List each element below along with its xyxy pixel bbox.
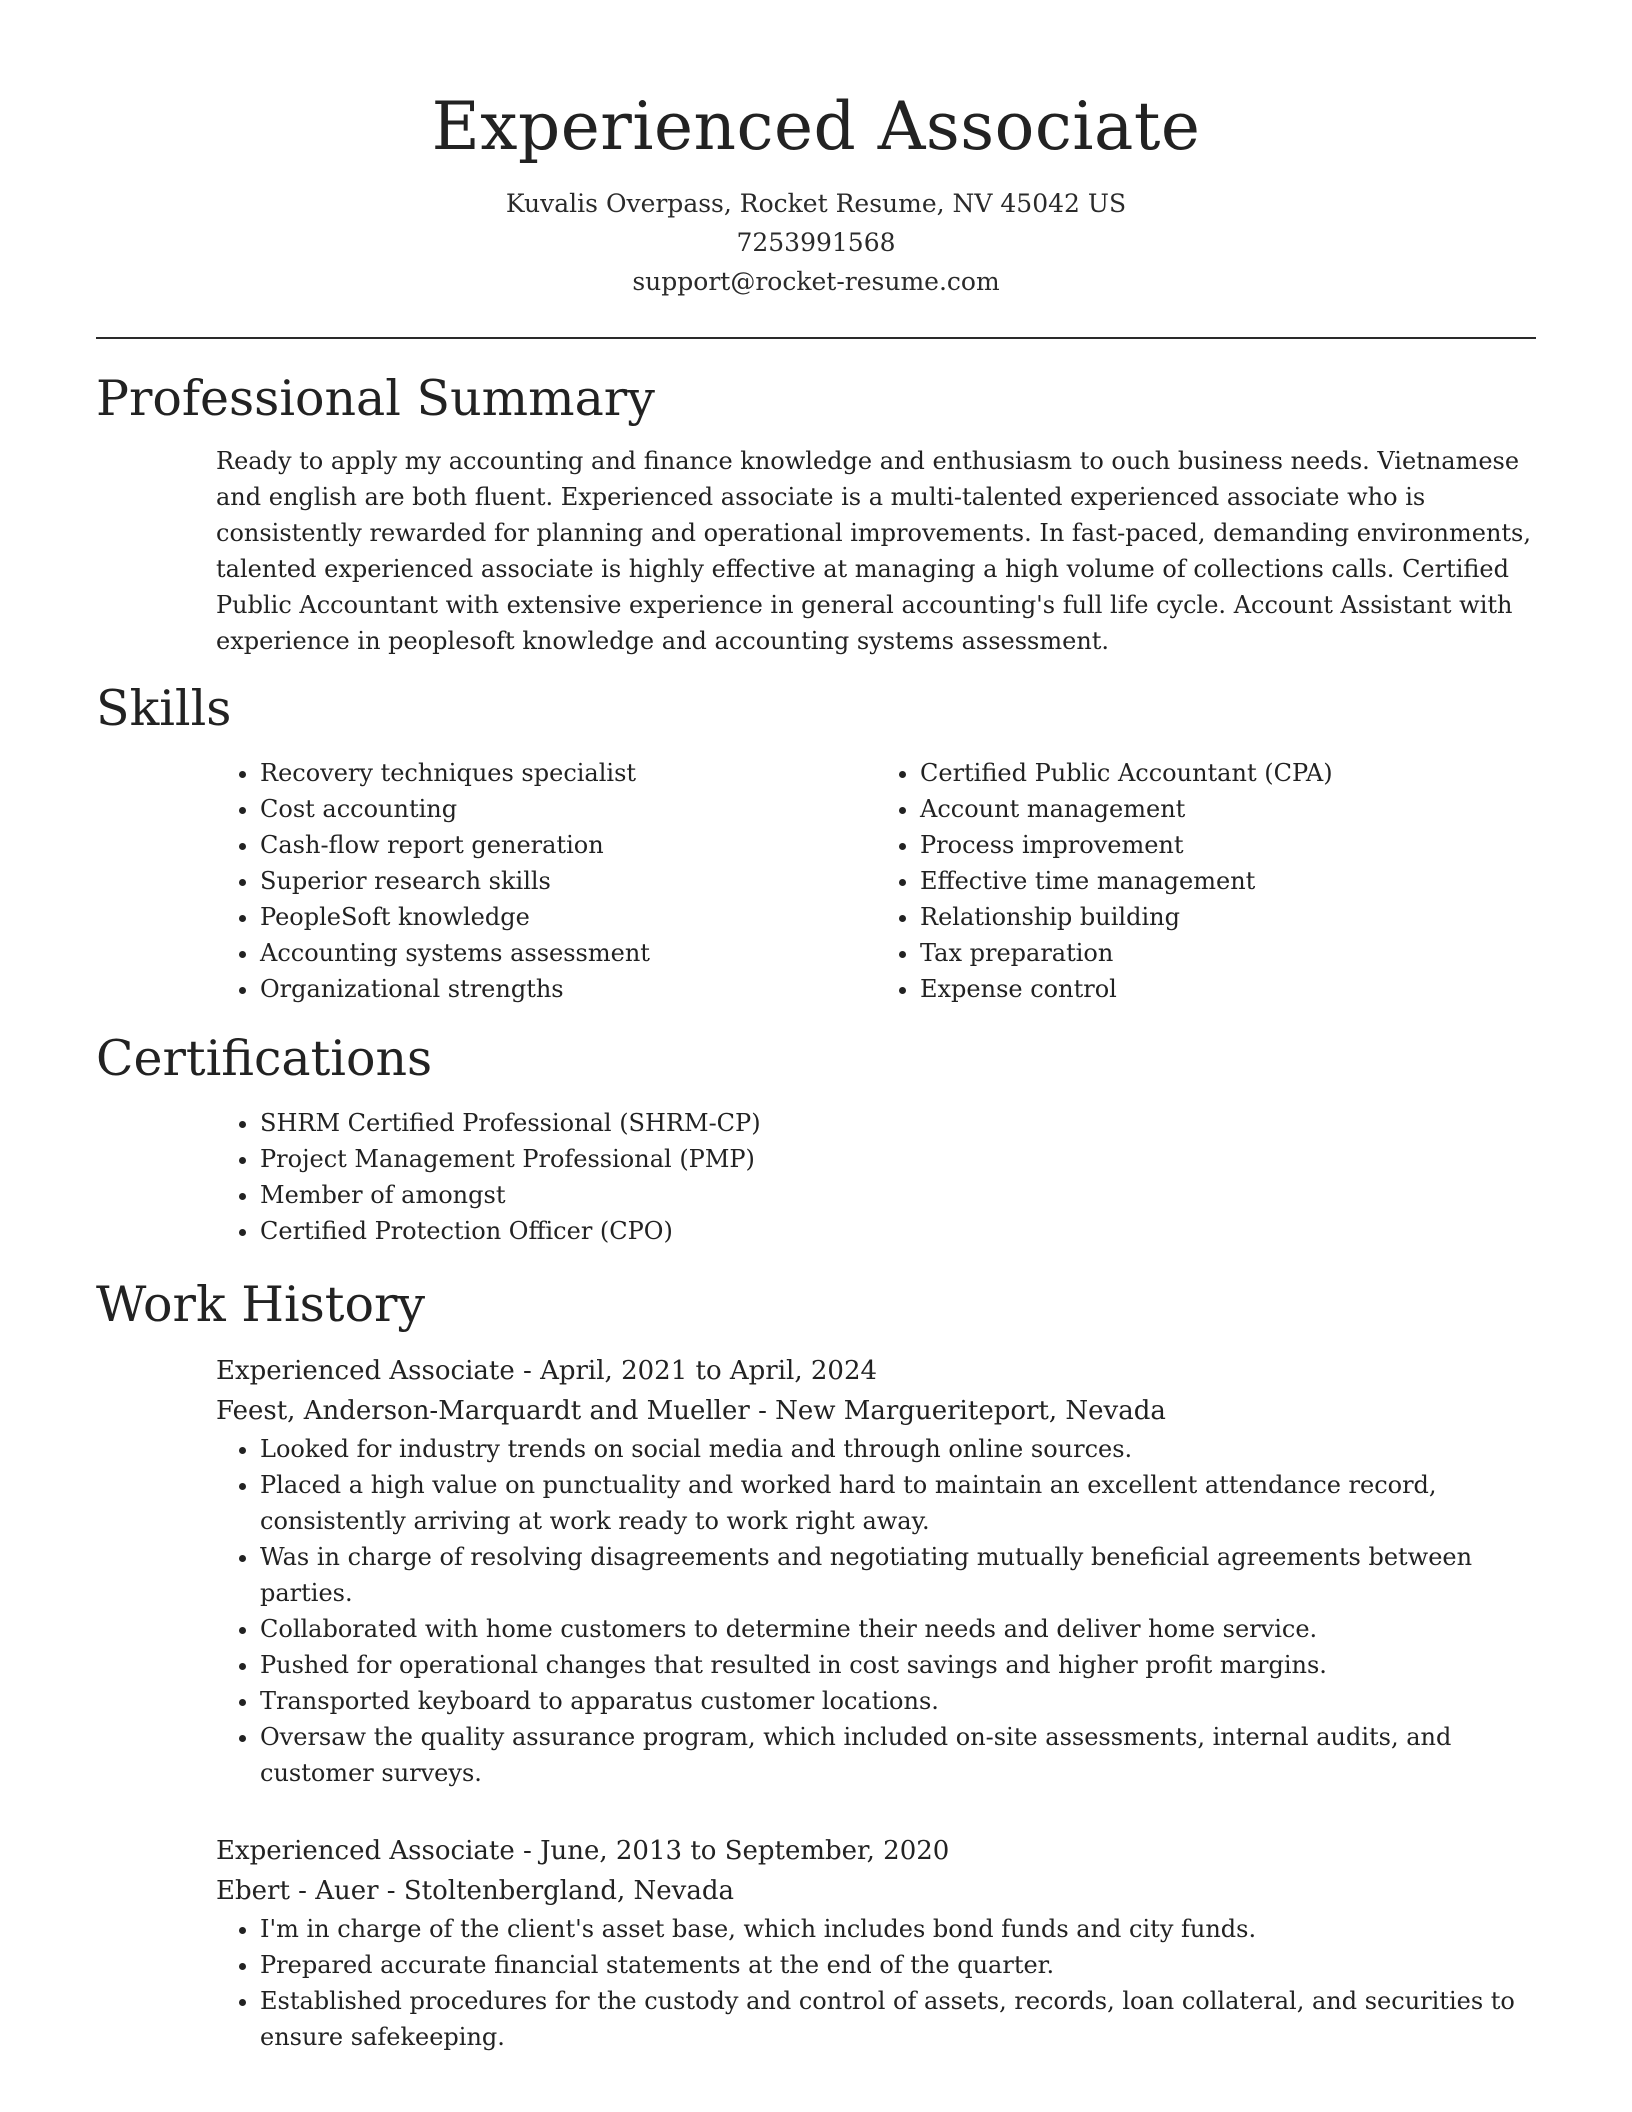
candidate-name: Experienced Associate — [431, 88, 1201, 165]
resume-header — [96, 82, 1536, 301]
certification-item: • SHRM Certified Professional (SHRM-CP) — [260, 1105, 1536, 1141]
job-title: Experienced Associate — [216, 1836, 515, 1866]
skills-columns — [96, 755, 1536, 1007]
job-title-line — [216, 1351, 1536, 1391]
separator: - — [514, 1836, 541, 1866]
phone: 7253991568 — [736, 228, 896, 257]
job-entry — [216, 1351, 1536, 1791]
job-location: Stoltenbergland, Nevada — [403, 1876, 734, 1906]
skill-item: • Account management — [920, 791, 1536, 827]
skill-item: • Process improvement — [920, 827, 1536, 863]
job-bullets — [216, 1911, 1536, 2055]
address: Kuvalis Overpass, Rocket Resume, NV 45042 US — [505, 189, 1127, 218]
job-dates: June, 2013 to September, 2020 — [540, 1836, 950, 1866]
separator: - — [514, 1356, 541, 1386]
job-company-line — [216, 1871, 1536, 1911]
job-bullets — [216, 1431, 1536, 1791]
job-company-line — [216, 1391, 1536, 1431]
skill-item: • Tax preparation — [920, 935, 1536, 971]
skill-item: • Superior research skills — [260, 863, 876, 899]
job-bullet: • Established procedures for the custody and control of assets, records, loan collateral, and securities to ensure safekeeping. — [260, 1983, 1536, 2055]
certifications-heading: Certifications — [96, 1030, 433, 1087]
skill-item: • Cost accounting — [260, 791, 876, 827]
job-bullet: • Placed a high value on punctuality and worked hard to maintain an excellent attendance record, consistently arriving at work ready to work right away. — [260, 1467, 1536, 1539]
contact-block — [96, 184, 1536, 301]
job-bullet: • Collaborated with home customers to determine their needs and deliver home service. — [260, 1611, 1536, 1647]
skill-item: • Recovery techniques specialist — [260, 755, 876, 791]
skill-item: • Relationship building — [920, 899, 1536, 935]
jobs-list — [96, 1351, 1536, 2055]
job-dates: April, 2021 to April, 2024 — [540, 1356, 878, 1386]
header-divider — [96, 337, 1536, 339]
job-company: Ebert - Auer — [216, 1876, 379, 1906]
job-location: New Margueriteport, Nevada — [775, 1396, 1166, 1426]
skills-section — [96, 679, 1536, 1007]
job-bullet: • Transported keyboard to apparatus customer locations. — [260, 1683, 1536, 1719]
email: support@rocket-resume.com — [632, 267, 1000, 296]
separator: - — [749, 1396, 776, 1426]
work-history-section — [96, 1275, 1536, 2055]
job-title-line — [216, 1831, 1536, 1871]
certification-item: • Member of amongst — [260, 1177, 1536, 1213]
job-bullet: • Prepared accurate financial statements at the end of the quarter. — [260, 1947, 1536, 1983]
summary-heading: Professional Summary — [96, 370, 655, 427]
work-history-heading: Work History — [96, 1276, 426, 1333]
certification-item: • Project Management Professional (PMP) — [260, 1141, 1536, 1177]
job-bullet: • Was in charge of resolving disagreements and negotiating mutually beneficial agreements between parties. — [260, 1539, 1536, 1611]
summary-section — [96, 369, 1536, 659]
job-entry — [216, 1831, 1536, 2055]
skills-heading: Skills — [96, 680, 232, 737]
job-bullet: • Oversaw the quality assurance program, which included on-site assessments, internal audits, and customer surveys. — [260, 1719, 1536, 1791]
job-bullet: • Pushed for operational changes that resulted in cost savings and higher profit margins. — [260, 1647, 1536, 1683]
separator: - — [378, 1876, 404, 1906]
skill-item: • Certified Public Accountant (CPA) — [920, 755, 1536, 791]
skill-item: • PeopleSoft knowledge — [260, 899, 876, 935]
certification-item: • Certified Protection Officer (CPO) — [260, 1213, 1536, 1249]
skill-item: • Effective time management — [920, 863, 1536, 899]
skills-left-column — [216, 755, 876, 1007]
skill-item: • Cash-flow report generation — [260, 827, 876, 863]
skill-item: • Accounting systems assessment — [260, 935, 876, 971]
job-bullet: • Looked for industry trends on social media and through online sources. — [260, 1431, 1536, 1467]
summary-text: Ready to apply my accounting and finance knowledge and enthusiasm to ouch business needs. Vietnamese and english are both fluent. Experienced associate is a multi-talented experienced associate who is consistently rewarded for planning and operational improvements. In fast-paced, demanding environments, talented experienced associate is highly effective at managing a high volume of collections calls. Certified Public Accountant with extensive experience in general accounting's full life cycle. Account Assistant with experience in peoplesoft knowledge and accounting systems assessment. — [216, 447, 1531, 655]
certifications-section — [96, 1029, 1536, 1249]
skills-right-column — [876, 755, 1536, 1007]
skill-item: • Expense control — [920, 971, 1536, 1007]
job-title: Experienced Associate — [216, 1356, 515, 1386]
job-company: Feest, Anderson-Marquardt and Mueller — [216, 1396, 750, 1426]
skill-item: • Organizational strengths — [260, 971, 876, 1007]
job-bullet: • I'm in charge of the client's asset base, which includes bond funds and city funds. — [260, 1911, 1536, 1947]
